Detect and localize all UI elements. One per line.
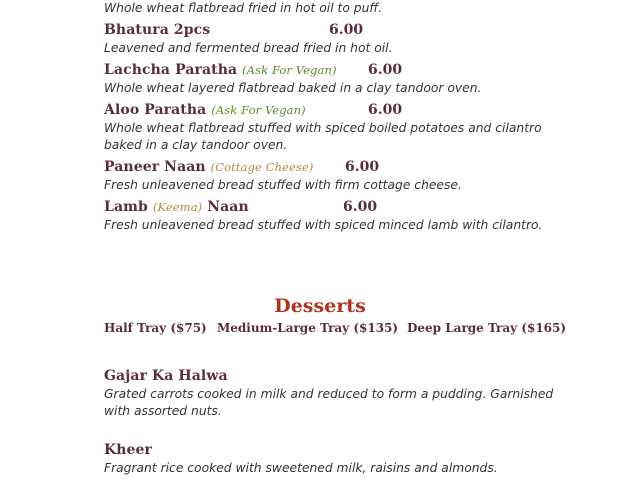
item-name-text: Lachcha Paratha <box>104 62 238 78</box>
item-description: Whole wheat flatbread stuffed with spiced boiled potatoes and cilantro baked in a clay tandoor oven. <box>104 121 542 152</box>
item-name <box>104 102 306 118</box>
tray-price-medium-large: Medium-Large Tray ($135) <box>217 321 399 335</box>
item-price: 6.00 <box>343 199 378 215</box>
item-price: 6.00 <box>368 62 403 78</box>
item-price: 6.00 <box>368 102 403 118</box>
item-description: Fresh unleavened bread stuffed with spiced minced lamb with cilantro. <box>104 218 543 232</box>
vegan-note: (Ask For Vegan) <box>211 103 306 117</box>
item-name-text: Aloo Paratha <box>104 102 207 118</box>
item-description: Whole wheat layered flatbread baked in a clay tandoor oven. <box>104 81 482 95</box>
item-price: 6.00 <box>329 22 364 38</box>
item-name <box>104 199 249 215</box>
item-name: Gajar Ka Halwa <box>104 368 228 384</box>
vegan-note: (Ask For Vegan) <box>242 63 337 77</box>
item-description: Leavened and fermented bread fried in hot oil. <box>104 41 393 55</box>
ingredient-note: (Keema) <box>152 200 203 214</box>
item-name <box>104 62 337 78</box>
item-name: Kheer <box>104 442 153 458</box>
item-name-text: Naan <box>207 199 249 215</box>
item-name-text: Lamb <box>104 199 148 215</box>
section-title: Desserts <box>274 295 366 317</box>
tray-price-half: Half Tray ($75) <box>104 321 207 335</box>
item-description: Fragrant rice cooked with sweetened milk, raisins and almonds. <box>104 461 498 475</box>
item-name: Bhatura 2pcs <box>104 22 211 38</box>
item-description: Fresh unleavened bread stuffed with firm cottage cheese. <box>104 178 462 192</box>
item-price: 6.00 <box>345 159 380 175</box>
item-description: Grated carrots cooked in milk and reduced to form a pudding. Garnished with assorted nuts. <box>104 387 554 418</box>
item-name <box>104 159 313 175</box>
tray-price-deep-large: Deep Large Tray ($165) <box>407 321 567 335</box>
item-description: Whole wheat flatbread fried in hot oil to puff. <box>104 1 383 15</box>
ingredient-note: (Cottage Cheese) <box>210 160 314 174</box>
item-name-text: Paneer Naan <box>104 159 206 175</box>
